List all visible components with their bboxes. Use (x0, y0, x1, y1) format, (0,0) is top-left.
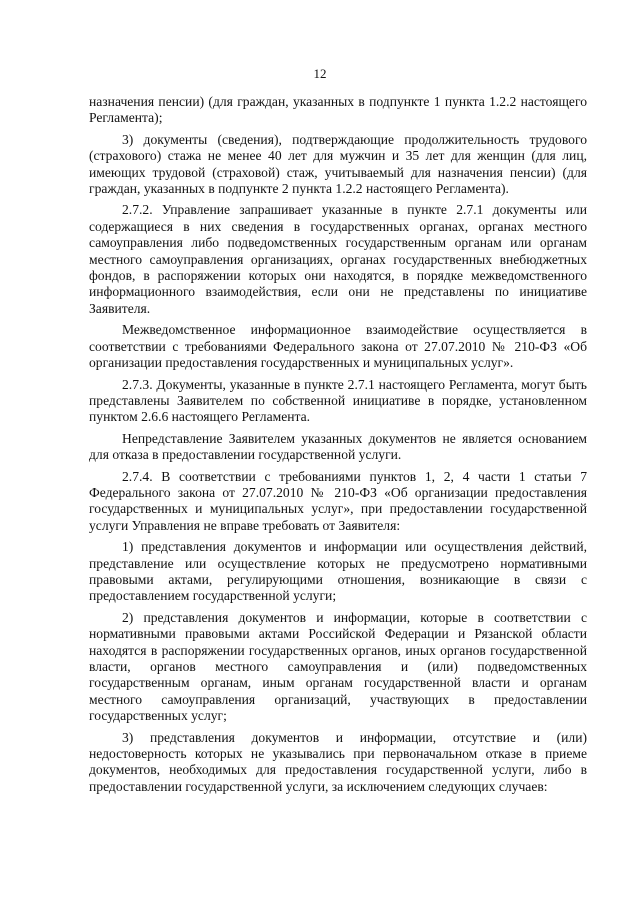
paragraph: 2) представления документов и информации, которые в соответствии с нормативными правовыми актами Российской Федерации и Рязанской области находятся в распоряжении государственных органов, иных органов государственной власти, органов местного самоуправления и (или) подведомственных государственным органам, иным органам государственной власти и органам местного самоуправления организаций, участвующих в предоставлении государственных услуг; (89, 609, 587, 724)
paragraph: Непредставление Заявителем указанных документов не является основанием для отказа в предоставлении государственной услуги. (89, 430, 587, 463)
paragraph: 3) представления документов и информации, отсутствие и (или) недостоверность которых не указывались при первоначальном отказе в приеме документов, необходимых для предоставления государственной услуги, либо в предоставлении государственной услуги, за исключением следующих случаев: (89, 729, 587, 794)
paragraph: 1) представления документов и информации или осуществления действий, представление или осуществление которых не предусмотрено нормативными правовыми актами, регулирующими отношения, возникающие в связи с предоставлением государственной услуги; (89, 539, 587, 604)
paragraph: 2.7.3. Документы, указанные в пункте 2.7.1 настоящего Регламента, могут быть представлены Заявителем по собственной инициативе в порядке, установленном пунктом 2.6.6 настоящего Регламента. (89, 376, 587, 425)
paragraph: 2.7.2. Управление запрашивает указанные в пункте 2.7.1 документы или содержащиеся в них сведения в государственных органах, органах местного самоуправления либо подведомственных государственным органам или органам местного самоуправления организациях, органах государственных внебюджетных фондов, в распоряжении которых они находятся, в порядке межведомственного информационного взаимодействия, если они не представлены по инициативе Заявителя. (89, 202, 587, 316)
document-body (89, 94, 587, 800)
paragraph: 2.7.4. В соответствии с требованиями пунктов 1, 2, 4 части 1 статьи 7 Федерального закона от 27.07.2010 № 210-ФЗ «Об организации предоставления государственных и муниципальных услуг», при предоставлении государственной услуги Управления не вправе требовать от Заявителя: (89, 468, 587, 533)
page-number: 12 (313, 66, 327, 81)
paragraph: 3) документы (сведения), подтверждающие продолжительность трудового (страхового) стажа не менее 40 лет для мужчин и 35 лет для женщин (для лиц, имеющих трудовой (страховой) стаж, учитываемый для назначения пенсии) (для граждан, указанных в подпункте 2 пункта 1.2.2 настоящего Регламента). (89, 131, 587, 197)
paragraph: назначения пенсии) (для граждан, указанных в подпункте 1 пункта 1.2.2 настоящего Регламента); (89, 94, 587, 126)
paragraph: Межведомственное информационное взаимодействие осуществляется в соответствии с требованиями Федерального закона от 27.07.2010 № 210-ФЗ «Об организации предоставления государственных и муниципальных услуг». (89, 322, 587, 371)
